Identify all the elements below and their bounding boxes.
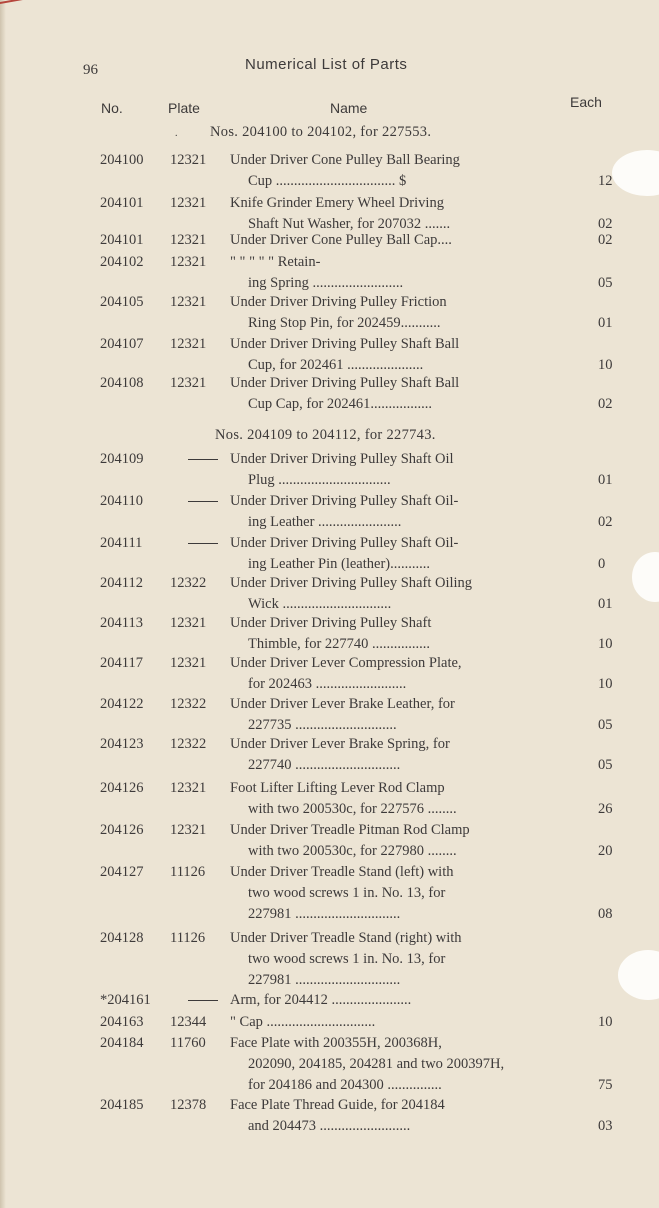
part-number: 204105 — [100, 294, 144, 310]
plate-number: 12321 — [170, 615, 207, 631]
part-name: Knife Grinder Emery Wheel Driving Shaft Nut Washer, for 207032 ....... — [230, 195, 451, 232]
header-each: Each — [570, 94, 602, 110]
plate-number: 12322 — [170, 696, 207, 712]
price-each: 08 — [598, 906, 613, 922]
part-name: Under Driver Lever Compression Plate, for 202463 ......................... — [230, 655, 462, 692]
price-each: 10 — [598, 676, 613, 692]
part-name: Under Driver Treadle Stand (right) with two wood screws 1 in. No. 13, for 227981 ............................. — [230, 930, 462, 988]
corner-mark — [0, 0, 25, 18]
part-name: " Cap .............................. — [230, 1014, 376, 1030]
part-name: Under Driver Driving Pulley Shaft Thimble, for 227740 ................ — [230, 615, 432, 652]
part-name: Face Plate with 200355H, 200368H, 202090, 204185, 204281 and two 200397H, for 204186 and 204300 ............... — [230, 1035, 505, 1093]
plate-number: 12321 — [170, 152, 207, 168]
part-name: " " " " " Retain- ing Spring ......................... — [230, 254, 404, 291]
plate-number: 12321 — [170, 822, 207, 838]
plate-dash — [188, 1000, 218, 1001]
price-each: 02 — [598, 396, 613, 412]
plate-number: 11126 — [170, 930, 206, 946]
plate-number: 12321 — [170, 336, 207, 352]
price-each: 26 — [598, 801, 613, 817]
part-name: Under Driver Driving Pulley Shaft Oil- ing Leather ....................... — [230, 493, 459, 530]
part-name: Under Driver Driving Pulley Shaft Ball Cup Cap, for 202461................. — [230, 375, 460, 412]
plate-number: 12321 — [170, 232, 207, 248]
part-number: 204102 — [100, 254, 144, 270]
plate-number: 12321 — [170, 375, 207, 391]
part-number: 204110 — [100, 493, 143, 509]
page-edge — [0, 0, 6, 1208]
plate-number: 12321 — [170, 294, 207, 310]
plate-number: 12321 — [170, 195, 207, 211]
part-number: 204108 — [100, 375, 144, 391]
part-name: Foot Lifter Lifting Lever Rod Clamp with two 200530c, for 227576 ........ — [230, 780, 457, 817]
part-number: 204128 — [100, 930, 144, 946]
plate-number: 11126 — [170, 864, 206, 880]
part-number: 204184 — [100, 1035, 144, 1051]
plate-number: 12322 — [170, 736, 207, 752]
price-each: 05 — [598, 717, 613, 733]
part-number: 204123 — [100, 736, 144, 752]
part-name: Under Driver Driving Pulley Friction Ring Stop Pin, for 202459........... — [230, 294, 447, 331]
part-number: 204163 — [100, 1014, 144, 1030]
price-each: 10 — [598, 1014, 613, 1030]
price-each: 0 — [598, 556, 606, 572]
header-name: Name — [330, 100, 368, 116]
plate-number: 12321 — [170, 254, 207, 270]
plate-dash — [188, 543, 218, 544]
part-name: Arm, for 204412 ...................... — [230, 992, 412, 1008]
price-each: 05 — [598, 757, 613, 773]
part-number: 204113 — [100, 615, 143, 631]
plate-number: 12378 — [170, 1097, 207, 1113]
price-each: 01 — [598, 596, 613, 612]
plate-dash — [188, 459, 218, 460]
plate-number: 12321 — [170, 655, 207, 671]
price-each: 02 — [598, 514, 613, 530]
part-number: 204101 — [100, 232, 144, 248]
group-header: Nos. 204100 to 204102, for 227553. — [210, 124, 432, 140]
price-each: 12 — [598, 173, 613, 189]
bullet-dot: . — [175, 128, 178, 139]
part-number: 204127 — [100, 864, 144, 880]
price-each: 02 — [598, 216, 613, 232]
part-name: Under Driver Lever Brake Leather, for 227735 ............................ — [230, 696, 455, 733]
page-title: Numerical List of Parts — [245, 56, 408, 73]
plate-number: 12322 — [170, 575, 207, 591]
part-name: Under Driver Cone Pulley Ball Cap.... — [230, 232, 452, 248]
part-number: 204111 — [100, 535, 143, 551]
page-number: 96 — [83, 62, 98, 78]
price-each: 03 — [598, 1118, 613, 1134]
price-each: 10 — [598, 357, 613, 373]
part-number: 204109 — [100, 451, 144, 467]
part-number: 204126 — [100, 822, 144, 838]
part-name: Under Driver Driving Pulley Shaft Ball Cup, for 202461 ..................... — [230, 336, 460, 373]
plate-number: 12344 — [170, 1014, 207, 1030]
price-each: 05 — [598, 275, 613, 291]
price-each: 01 — [598, 472, 613, 488]
part-number: 204185 — [100, 1097, 144, 1113]
part-name: Under Driver Driving Pulley Shaft Oil- ing Leather Pin (leather)........... — [230, 535, 459, 572]
part-number: 204100 — [100, 152, 144, 168]
part-number: 204107 — [100, 336, 144, 352]
plate-number: 11760 — [170, 1035, 206, 1051]
part-number: 204122 — [100, 696, 144, 712]
part-name: Under Driver Cone Pulley Ball Bearing Cup ................................. $ — [230, 152, 460, 189]
part-number: *204161 — [100, 992, 151, 1008]
group-header: Nos. 204109 to 204112, for 227743. — [215, 427, 436, 443]
price-each: 01 — [598, 315, 613, 331]
header-plate: Plate — [168, 100, 200, 116]
header-no: No. — [101, 100, 123, 116]
part-name: Under Driver Driving Pulley Shaft Oiling Wick .............................. — [230, 575, 473, 612]
part-number: 204101 — [100, 195, 144, 211]
price-each: 10 — [598, 636, 613, 652]
price-each: 75 — [598, 1077, 613, 1093]
part-name: Face Plate Thread Guide, for 204184 and 204473 ......................... — [230, 1097, 445, 1134]
price-each: 02 — [598, 232, 613, 248]
plate-number: 12321 — [170, 780, 207, 796]
paper-tear — [632, 552, 659, 602]
part-number: 204126 — [100, 780, 144, 796]
part-number: 204112 — [100, 575, 143, 591]
paper-tear — [612, 150, 659, 196]
part-name: Under Driver Lever Brake Spring, for 227740 ............................. — [230, 736, 450, 773]
price-each: 20 — [598, 843, 613, 859]
part-name: Under Driver Driving Pulley Shaft Oil Plug ............................... — [230, 451, 454, 488]
part-number: 204117 — [100, 655, 143, 671]
part-name: Under Driver Treadle Stand (left) with two wood screws 1 in. No. 13, for 227981 ............................. — [230, 864, 454, 922]
paper-tear — [618, 950, 659, 1000]
part-name: Under Driver Treadle Pitman Rod Clamp with two 200530c, for 227980 ........ — [230, 822, 470, 859]
plate-dash — [188, 501, 218, 502]
